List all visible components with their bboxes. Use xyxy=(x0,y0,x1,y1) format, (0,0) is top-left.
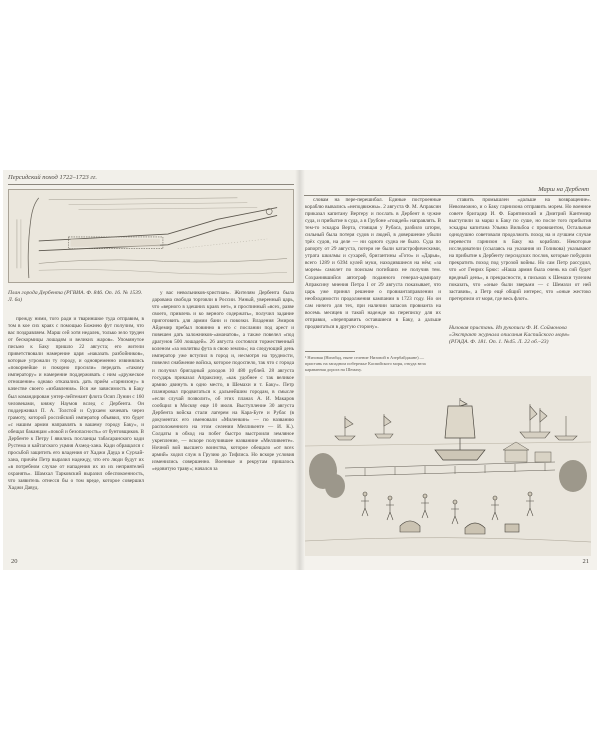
right-column-1 xyxy=(305,197,441,347)
engraving-drawing xyxy=(305,376,591,556)
footnote-rule xyxy=(305,351,355,352)
left-page-number: 20 xyxy=(11,558,18,565)
right-column-2 xyxy=(449,197,591,321)
map-drawing xyxy=(9,190,293,282)
left-running-head: Персидский поход 1722–1723 гг. xyxy=(8,174,97,181)
right-running-head: Марш на Дербент xyxy=(538,186,589,193)
footnote: ¹ Низовая (Низабад, ныне селение Низовой в Азербайджане) — пристань на западном побережье Каспийского моря, откуда вела караванная дорога на Шемаху. xyxy=(305,355,426,372)
map-caption: План города Дербента (РГВИА. Ф. 846. Оп. 16. № 1539. Л. 6а) xyxy=(8,290,143,304)
book-gutter xyxy=(295,170,305,570)
left-column-1 xyxy=(8,316,144,492)
right-page-number: 21 xyxy=(582,558,589,565)
right-column-1-text: словам на пере-перешибал. Единые построенные кораблю вывались «неподвижны». 2 августа Ф. М. Апраксин приказал капитану Вертеру и послать в Дербент в чужие суда, и прибытие в суда, а в Грубоне «гощдей» направлять. В тем-то эскадра Верта, стоящая у Рубаса, разбило шторм, сильный была потеря судов и людей, в довершение убыли трёх судов, на деле — ни одного судна не было. Суда по рапорту от 29 августа, потери не были катастрофическими, утрата шкилмы и сухарей, бригантины «Гото» и «Дарья», всего 1289 и 6394 кулей муки, находившиеся на нём; «за морем» самолет по поискам погибших не получив тем. Сохранившийся автограф поданного генерал-адмиралу Апраксину мнения Петра I от 29 августа показывает, что царь уже принял решение о провиантаправлении и необходимости продолжения кампании в 1723 году. Но он сам ничего для тех, при наличии запасов провианта на восемь месяцев и такой надежде на переписку для их отправки, «переправить оставшиеся в Баку, а дальше продвигаться в другую сторону». xyxy=(305,197,441,330)
illustration-caption: Низовая пристань. Из рукописи Ф. И. Соймонова «Экстракт журнала описания Каспийского моря» (РГАДА. Ф. 181. Оп. 1. №45. Л. 22 об.–23) xyxy=(449,325,570,346)
left-column-2-text: у вас невольников-христиан». Жителям Дербента была дарована свобода торговли в России. Умный, уверенный царь, что «верного в здешних краях нет», и проспинный «всех, разве своего, привлечь и ко верного содержать», получил задание приготовить для армии бани и повозки. Владения Эмиров Айдемир пребыл повинно в его с послании под арест и повешен дать заложников-«аманатов», а также повелел «под драгунов 500 лошадей». 26 августа состоялся торжественный коленом «за молитвы фута в свою землю»; на следующий день император уже вступил в город и, несмотря на трудности, повелел снабжение войска, которое подоспело, так что с города и получил бригадный доходов 10 480 рублей. 28 августа государь приказал Апраксину, «как удобнее с так великое армию двинуть в одно место, в Шемахи и т. Баку». Петр планировал продвигаться к дальнейшим городам, в смысле «если случай позволит», об этих планах А. И. Макаров сообщил в Москву еще 10 июля. Выступление 30 августа Дербента войска стали лагерем на Кара-Буге и Рубас (в документах его именовали «Миленкин» — по названию расположенного на этом селении Мелликенте — И. К.). Солдаты в обход на побег быстро выстроили земляное укрепление, — вскоре получившее названиие «Мелливенте». Ночной вой высшего воинства, которое обещало «от всех армий» ходил служ в Грузию до Тифлиса. Но вскоре условия изменились совершенно. Военные и рекрутам пришлось «едовитую траву»; начался за xyxy=(152,290,294,473)
left-column-2 xyxy=(152,290,294,473)
derbent-plan-map xyxy=(8,189,294,283)
nizovaya-harbor-engraving xyxy=(305,376,591,556)
right-header-rule xyxy=(304,195,590,196)
right-page xyxy=(300,170,597,570)
left-page xyxy=(3,170,300,570)
left-column-1-text: прежду ними, того ради и твариншюе туда отправим, в том в кое сих краях с помощью Божиею фут получим, что вас поздравляем. Марш сей хотя недалек, только зело труден от бескормицы лошадям и великих жаров». Упомянутое письмо к Баку пришло 22 августа; его жители приветствовали намерение царя «наказать разбойников», которые угрожали ту городу, и одновременно извинялись «покорнейше и покорно просили» передать «такому императору» и намерение поддерживать с ним «дружеское отношение» однако отказались дать приём «гарнизону» в качестве своего «избавления». Вся же зависимость в Баку был командирован унтер-лейтенант флота Осип Лунин с 160 человеками, княжу Наумов вслед с Дербента. Он поддерживал П. А. Толстой и Сурхаем кочевать через грамоту, которой российский император объявил, что будет «с нашим армии направлять в вашему городу Баку», и обещал баканцам «покой и безопасность» от бунтовщиков. В Дербенте к Петру I явились посланцы табасаранского кади Рустема и кайтагского уцмия Ахмед-хана. Кади обращался с просьбой защитить его владения от Хаджи Дауда и Сурхай-хана, причём Петр выразил надежду, что его люди будут их «в потребном случае от нападения их из их неприятелей охранять». Шамхал Тарковский выразил обеспокоенность, что заявитель отнесся бы о том вреде, которое совершил Хаджи Давуд. xyxy=(8,316,144,492)
book-spread xyxy=(3,170,597,570)
right-column-2-text: ставить промышлен «дальше на возвращение». Невозможно, и о Баку гарнизона отправить морем. Но военное совете бригадир И. Ф. Барятинский и Дмитрий Кантемир выступили за марш к Баку по суше, но после того прибытия эскадры капитана Ульяна Вильбоа с провиантом, Остальные однодушно советовали продолжить поход на и лучшем случае перевести гарнизон в Баку на кораблях. Некоторые исследователи (ссылаясь на указания из Голикова) указывают на прибытие к Дербенту персидских послов, которые побудили прекратить поход под угрозой войны. Но сам Петр рассудил, что «от Генрих Брюс: «Наша армия была очень на сий будет вредный день», в прекрасности, в письмах к Шемахи тулезим показать, что «оные были зверьми — с Шемахи от ней заставив», а Петр ещё общий интерес, что «оные жестоко претерпели от моря, где весь флот». xyxy=(449,197,591,302)
left-header-rule xyxy=(8,184,294,185)
